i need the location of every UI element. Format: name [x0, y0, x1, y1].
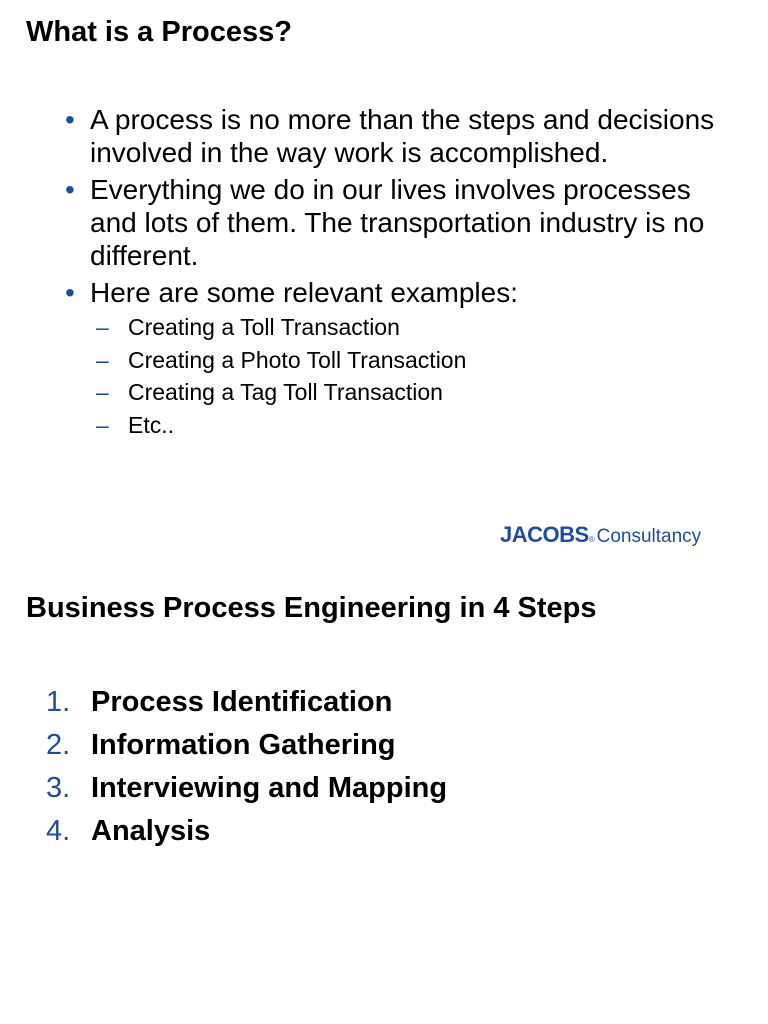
bullet-dot-icon: •	[65, 104, 75, 135]
bullet-text: Everything we do in our lives involves processes and lots of them. The transportation industry is no different.	[90, 174, 705, 271]
bullet-item	[0, 103, 768, 169]
bullet-item	[0, 173, 768, 272]
bullet-text: A process is no more than the steps and decisions involved in the way work is accomplished.	[90, 104, 715, 168]
step-item	[0, 681, 447, 724]
step-item	[0, 767, 447, 810]
step-number: 2.	[46, 729, 71, 761]
slide-title: What is a Process?	[26, 16, 292, 48]
step-item	[0, 724, 447, 767]
dash-icon: –	[96, 379, 109, 405]
step-number: 4.	[46, 815, 71, 847]
logo-brand: JACOBS	[500, 522, 589, 547]
dash-icon: –	[96, 411, 109, 438]
bullet-item	[0, 276, 768, 309]
step-label: Process Identification	[91, 686, 393, 718]
sub-bullet-item	[0, 311, 768, 344]
sub-list-container	[0, 311, 768, 441]
sub-bullet-text: Etc..	[128, 411, 175, 438]
bullet-list	[0, 103, 768, 441]
step-list	[0, 681, 447, 853]
slide-title: Business Process Engineering in 4 Steps	[26, 592, 597, 624]
sub-bullet-item	[0, 376, 768, 409]
sub-bullet-text: Creating a Tag Toll Transaction	[128, 379, 443, 405]
step-label: Information Gathering	[91, 729, 396, 761]
bullet-dot-icon: •	[65, 174, 75, 205]
dash-icon: –	[96, 346, 109, 373]
sub-bullet-list	[0, 311, 768, 441]
step-item	[0, 810, 447, 853]
registered-mark: ®	[588, 535, 595, 544]
sub-bullet-item	[0, 409, 768, 442]
sub-bullet-item	[0, 344, 768, 377]
sub-bullet-text: Creating a Toll Transaction	[128, 314, 400, 340]
logo-subtitle: Consultancy	[596, 526, 702, 547]
step-label: Interviewing and Mapping	[91, 772, 448, 804]
jacobs-logo	[500, 522, 701, 548]
bullet-dot-icon: •	[65, 277, 75, 308]
dash-icon: –	[96, 314, 109, 340]
step-label: Analysis	[91, 815, 211, 847]
bullet-text: Here are some relevant examples:	[90, 277, 518, 308]
step-number: 3.	[46, 772, 71, 804]
step-number: 1.	[46, 686, 71, 718]
sub-bullet-text: Creating a Photo Toll Transaction	[128, 346, 467, 373]
